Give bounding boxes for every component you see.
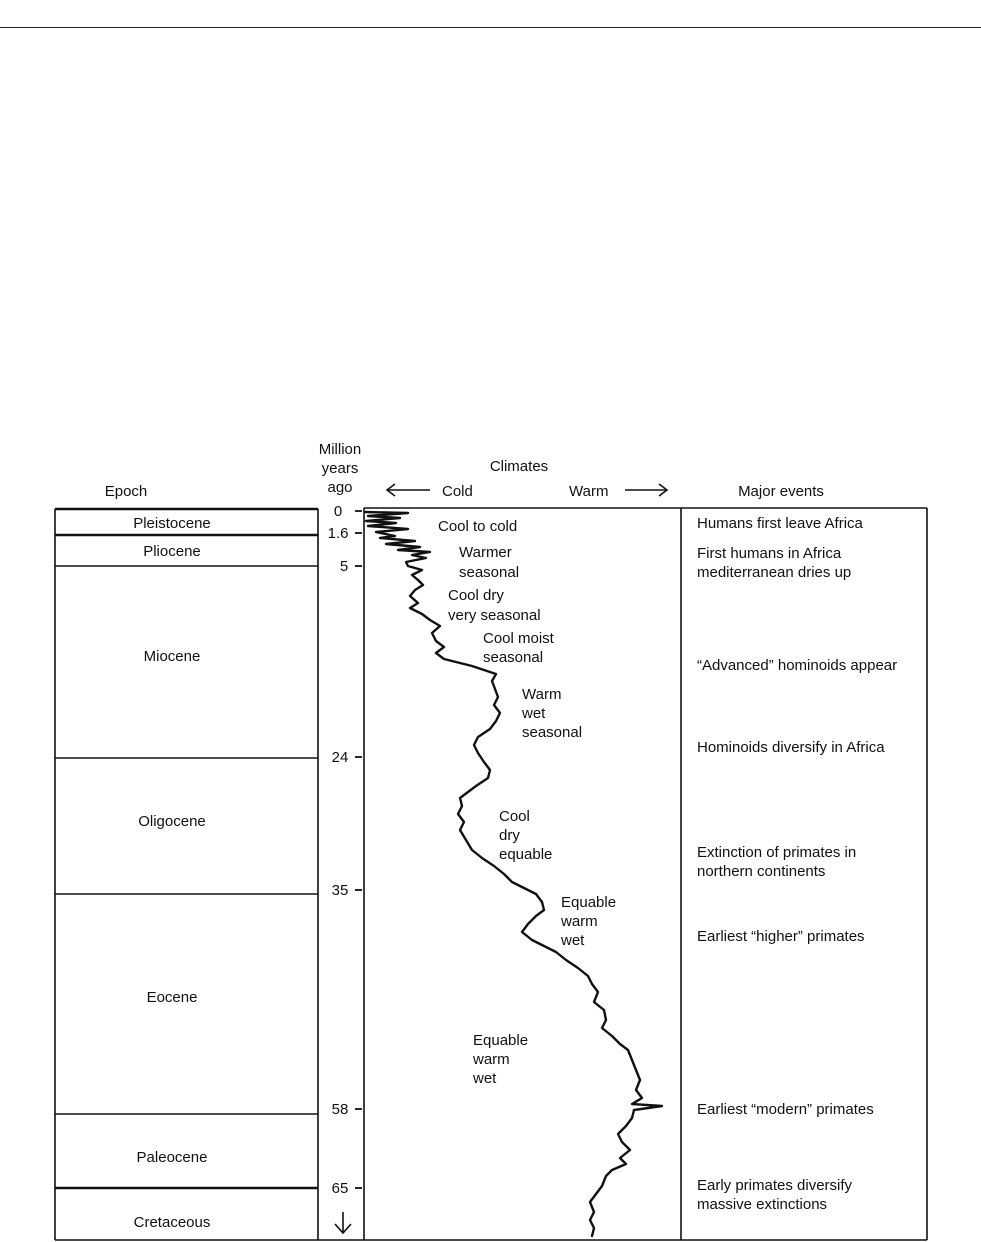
event-earliest-modern-primates: Earliest “modern” primates xyxy=(697,1101,874,1118)
event-advanced-hominoids: “Advanced” hominoids appear xyxy=(697,657,898,674)
tick-label-24: 24 xyxy=(331,749,349,766)
climate-label-equable-upper-3: wet xyxy=(561,932,585,949)
epoch-paleocene: Paleocene xyxy=(136,1149,208,1166)
climate-label-warm-wet-3: seasonal xyxy=(522,724,583,741)
epoch-header: Epoch xyxy=(104,483,148,500)
climate-label-warm-wet-2: wet xyxy=(522,705,546,722)
tick-label-5: 5 xyxy=(339,558,349,575)
event-primate-extinction-2: northern continents xyxy=(697,863,826,880)
tick-label-0: 0 xyxy=(333,503,343,520)
mya-header-line1: Million xyxy=(318,441,362,458)
warm-arrow-icon xyxy=(625,484,667,496)
epoch-miocene: Miocene xyxy=(143,648,201,665)
climate-label-cool-to-cold: Cool to cold xyxy=(438,518,518,535)
event-primate-extinction-1: Extinction of primates in xyxy=(697,844,857,861)
warm-label: Warm xyxy=(569,483,609,500)
event-first-humans-1: First humans in Africa xyxy=(697,545,842,562)
event-early-primates-2: massive extinctions xyxy=(697,1196,828,1213)
climate-label-equable-upper-2: warm xyxy=(561,913,598,930)
event-first-humans-2: mediterranean dries up xyxy=(697,564,852,581)
mya-header-line3: ago xyxy=(327,479,353,496)
climate-label-equable-lower-2: warm xyxy=(473,1051,510,1068)
down-arrow-icon xyxy=(335,1212,351,1233)
climate-label-warm-wet-1: Warm xyxy=(522,686,562,703)
epoch-oligocene: Oligocene xyxy=(138,813,206,830)
climate-label-equable-lower-1: Equable xyxy=(473,1032,529,1049)
cold-arrow-icon xyxy=(387,484,430,496)
climate-label-warmer-2: seasonal xyxy=(459,564,520,581)
event-early-primates-1: Early primates diversify xyxy=(697,1177,853,1194)
tick-label-58: 58 xyxy=(331,1101,349,1118)
climates-header: Climates xyxy=(489,458,549,475)
tick-label-35: 35 xyxy=(331,882,349,899)
climate-label-cool-dry-1: Cool dry xyxy=(448,587,504,604)
climate-label-cool-moist-2: seasonal xyxy=(483,649,544,666)
climate-label-cool-moist-1: Cool moist xyxy=(483,630,554,647)
event-earliest-higher-primates: Earliest “higher” primates xyxy=(697,928,865,945)
tick-label-65: 65 xyxy=(331,1180,349,1197)
climate-label-cool-dry-equable-2: dry xyxy=(499,827,520,844)
mya-header-line2: years xyxy=(321,460,359,477)
climate-label-equable-upper-1: Equable xyxy=(561,894,617,911)
cold-label: Cold xyxy=(442,483,473,500)
epoch-cretaceous: Cretaceous xyxy=(133,1214,211,1231)
epoch-eocene: Eocene xyxy=(146,989,198,1006)
epoch-pliocene: Pliocene xyxy=(143,543,201,560)
climate-label-warmer-1: Warmer xyxy=(459,544,512,561)
climate-label-equable-lower-3: wet xyxy=(473,1070,497,1087)
time-ticks xyxy=(355,511,362,1188)
tick-label-1.6: 1.6 xyxy=(327,525,349,542)
event-hominoids-diversify: Hominoids diversify in Africa xyxy=(697,739,885,756)
climate-label-cool-dry-equable-3: equable xyxy=(499,846,553,863)
epoch-pleistocene: Pleistocene xyxy=(133,515,211,532)
climate-label-cool-dry-2: very seasonal xyxy=(448,607,541,624)
major-events-header: Major events xyxy=(738,483,824,500)
event-humans-leave-africa: Humans first leave Africa xyxy=(697,515,863,532)
climate-label-cool-dry-equable-1: Cool xyxy=(499,808,530,825)
epoch-boundaries xyxy=(55,509,318,1188)
